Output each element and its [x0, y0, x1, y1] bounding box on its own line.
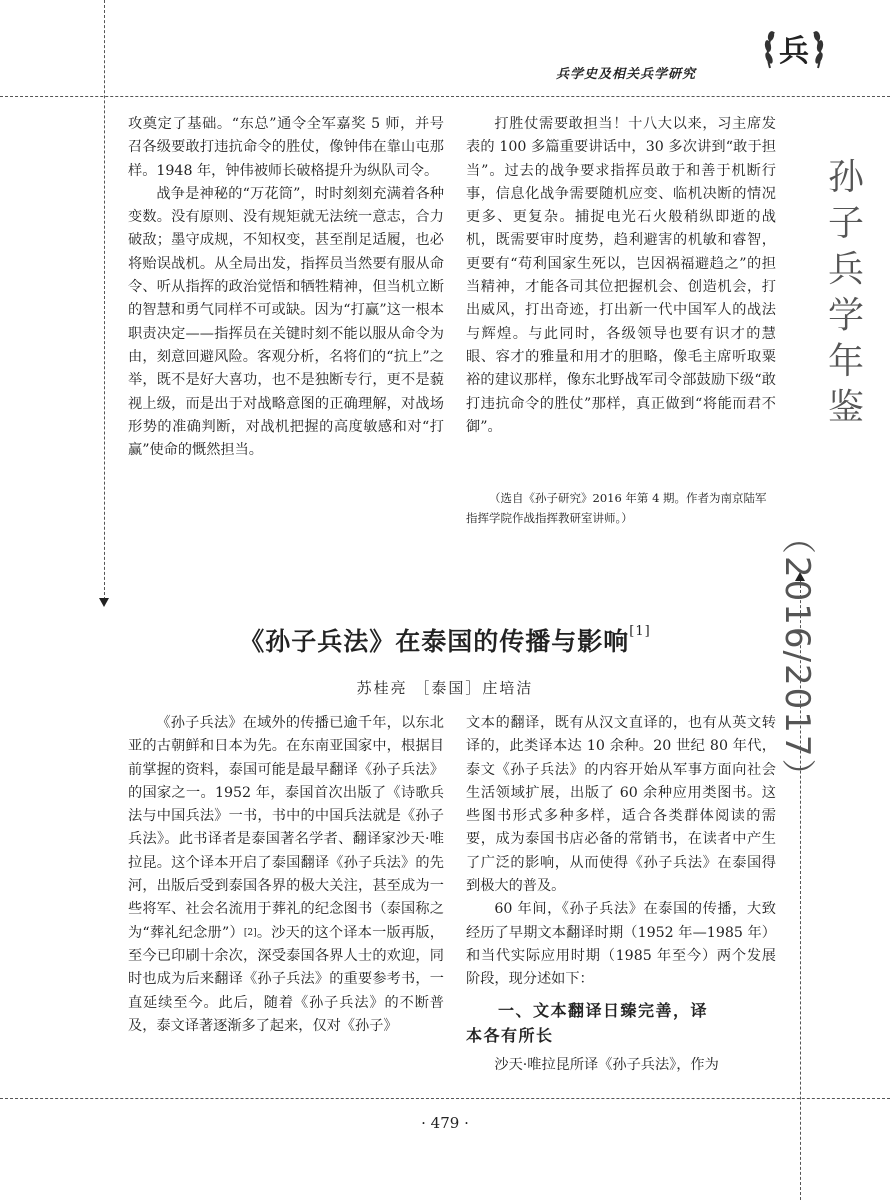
side-title-char: 鉴	[827, 387, 864, 428]
article-title	[0, 622, 890, 658]
left-dashed-guide	[104, 0, 105, 600]
article-title-text: 《孙子兵法》在泰国的传播与影响	[239, 627, 630, 656]
article-column-right	[466, 712, 776, 1077]
side-title-char: 孙	[827, 157, 864, 198]
title-footnote-marker: [1]	[629, 624, 651, 639]
yearbook-logo-icon	[760, 18, 828, 82]
footnote-marker: [2]	[243, 927, 257, 938]
top-dashed-rule	[0, 96, 890, 97]
paragraph: 打胜仗需要敢担当！十八大以来，习主席发表的 100 多篇重要讲话中，30 多次讲到“敢于担当”。过去的战争要求指挥员敢于和善于机断行事，信息化战争需要随机应变、临机决断的情况更多、更复杂。捕捉电光石火般稍纵即逝的战机，既需要审时度势，趋利避害的机敏和睿智，更要有“苟利国家生死以，岂因祸福避趋之”的担当精神，才能各司其位把握机会、创造机会，打出威风，打出奇迹，打出新一代中国军人的战法与辉煌。与此同时，各级领导也要有识才的慧眼、容才的雅量和用才的胆略，像毛主席听取粟裕的建议那样，像东北野战军司令部鼓励下级“敢打违抗命令的胜仗”那样，真正做到“将能而君不御”。	[466, 116, 776, 435]
source-note: （选自《孙子研究》2016 年第 4 期。作者为南京陆军指挥学院作战指挥教研室讲师。）	[466, 491, 767, 525]
side-year-text: （2016/2017）	[777, 520, 817, 795]
paragraph: 文本的翻译，既有从汉文直译的，也有从英文转译的，此类译本达 10 余种。20 世纪 80 年代，泰文《孙子兵法》的内容开始从军事方面向社会生活领域扩展，出版了 60 余种应用类图书。这些图书形式多种多样，适合各类群体阅读的需要，成为泰国书店必备的常销书，在读者中产生了广泛的影响，从而使得《孙子兵法》在泰国得到极大的普及。	[466, 715, 776, 895]
paragraph	[128, 712, 444, 1038]
article-column-left	[128, 712, 444, 1038]
yearbook-side-title	[818, 155, 874, 431]
side-title-char: 学	[827, 295, 864, 336]
previous-article-column-left	[128, 113, 444, 462]
running-header: 兵学史及相关兵学研究	[556, 67, 697, 82]
paragraph: 60 年间，《孙子兵法》在泰国的传播，大致经历了早期文本翻译时期（1952 年—1985 年）和当代实际应用时期（1985 年至今）两个发展阶段，现分述如下：	[466, 901, 776, 988]
section-heading	[466, 998, 776, 1048]
side-title-char: 年	[827, 341, 864, 382]
section-heading-line: 本各有所长	[466, 1025, 554, 1045]
article-authors: 苏桂亮 ［泰国］庄培洁	[356, 679, 534, 697]
down-arrow-icon	[99, 598, 109, 607]
section-heading-line: 一、文本翻译日臻完善，译	[498, 1000, 709, 1020]
page-number: · 479 ·	[421, 1114, 469, 1132]
paragraph: 战争是神秘的“万花筒”，时时刻刻充满着各种变数。没有原则、没有规矩就无法统一意志，合力破敌；墨守成规，不知权变，甚至削足适履，也必将贻误战机。从全局出发，指挥员当然要有服从命令、听从指挥的政治觉悟和牺牲精神，但当机立断的智慧和勇气同样不可或缺。因为“打赢”这一根本职责决定——指挥员在关键时刻不能以服从命令为由，刻意回避风险。客观分析，名将们的“抗上”之举，既不是好大喜功，也不是独断专行，更不是藐视上级，而是出于对战略意图的正确理解，对战场形势的准确判断，对战机把握的高度敏感和对“打赢”使命的慨然担当。	[128, 185, 444, 459]
bottom-dashed-rule	[0, 1098, 890, 1099]
side-title-char: 兵	[827, 249, 864, 290]
previous-article-column-right	[466, 113, 776, 439]
side-title-char: 子	[827, 203, 864, 244]
paragraph: 沙天·唯拉昆所译《孙子兵法》，作为	[494, 1056, 719, 1073]
paragraph-text: 。沙天的这个译本一版再版，至今已印刷十余次，深受泰国各界人士的欢迎，同时也成为后来翻译《孙子兵法》的重要参考书，一直延续至今。此后，随着《孙子兵法》的不断普及，泰文译著逐渐多了起来，仅对《孙子》	[128, 924, 444, 1034]
paragraph: 攻奠定了基础。“东总”通令全军嘉奖 5 师，并号召各级要敢打违抗命令的胜仗，像钟伟在靠山屯那样。1948 年，钟伟被师长破格提升为纵队司令。	[128, 116, 444, 179]
logo-glyph: 兵	[779, 34, 809, 69]
paragraph-text: 《孙子兵法》在域外的传播已逾千年，以东北亚的古朝鲜和日本为先。在东南亚国家中，根据目前掌握的资料，泰国可能是最早翻译《孙子兵法》的国家之一。1952 年，泰国首次出版了《诗歌兵法与中国兵法》一书，书中的中国兵法就是《孙子兵法》。此书译者是泰国著名学者、翻译家沙天·唯拉昆。这个译本开启了泰国翻译《孙子兵法》的先河，出版后受到泰国各界的极大关注，甚至成为一些将军、社会名流用于葬礼的纪念图书（泰国称之为“葬礼纪念册”）	[128, 715, 444, 941]
